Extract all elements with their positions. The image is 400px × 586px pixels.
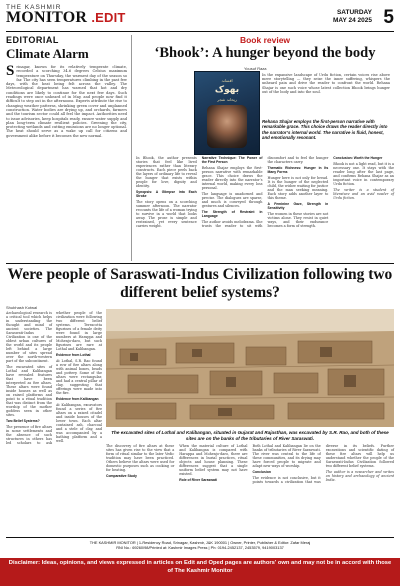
review-paragraph: The women in these stories are not victims alone. They resist in quiet ways, and their endurance becomes a form of strength. <box>267 212 330 228</box>
editorial-label: EDITORIAL <box>6 35 59 45</box>
author-portrait <box>207 105 247 148</box>
section-rule <box>6 263 394 264</box>
story-subhead: Conclusion <box>252 470 271 474</box>
review-subhead: Narrative Technique: The Power of the First Person <box>201 156 264 164</box>
brand-section: .EDIT <box>91 10 126 25</box>
review-paragraph: The story opens on a scorching summer afternoon. The narrator recounts the life of a woman trying to survive in a world that looks away. The prose is simple and restrained, yet every sentence carries weight. <box>136 200 198 228</box>
review-subhead: A Feminine Gaze, Strength in Sensitivity <box>267 202 330 210</box>
review-body <box>136 156 394 261</box>
story-paragraph: The evidence is not conclusive, but it points towards a civilization that was diverse in its beliefs. Further excavations and scientific dating of these fire altars will help us understand whether the people of the Saraswati-Indus Civilization followed two different belief systems. <box>252 444 396 484</box>
masthead <box>6 4 394 30</box>
editorial-column <box>6 35 127 261</box>
main-byline: Shubhash Kotwal <box>6 305 38 310</box>
book-cover-genre: افسانہ <box>221 78 233 83</box>
review-pull-quote: Rehana Shajar employs the first-person narrative with remarkable grace. This choice draws the reader directly into the narrator’s internal world. The narrative is fluid, honest, and emotionally resonant. <box>262 119 388 141</box>
story-author-note: The author is a researcher and writes on history and archaeology of ancient India. <box>325 470 396 482</box>
brand-name: MONITOR <box>6 9 88 26</box>
review-author-note: The writer is a student of literature and an avid reader of Urdu fiction. <box>333 188 396 200</box>
review-subhead: Conclusion: Worth the Hunger <box>333 156 383 160</box>
book-cover-image <box>194 71 260 155</box>
editorial-title: Climate Alarm <box>6 46 89 61</box>
review-subhead: Thematic Richness: Hunger in Its Many Forms <box>267 166 330 174</box>
story-subhead: Evidence from Kalibangan <box>56 397 99 401</box>
story-subhead: Two Belief Systems? <box>6 419 40 423</box>
footer-imprint <box>6 540 394 550</box>
review-paragraph: Bhook is not a light read, but it is a necessary one. It stays with the reader long after the last page, and confirms Rehana Shajar as an important voice in contemporary Urdu fiction. <box>333 162 396 186</box>
story-paragraph: Archaeological research is a critical tool which helps in understanding the thought and mind of ancient societies. The Saraswati-Indus Civilization is one of the oldest urban cultures of the world and its people left behind a large number of sites spread over the north-western part of the subcontinent. <box>6 311 54 363</box>
story-paragraph: When the material culture of Lothal and Kalibangan is compared with Harappa and Mohenjo-daro, there are differences in burial practices, ritual objects and house planning. These differences suggest that a single uniform belief system may not have existed. <box>179 444 249 476</box>
book-cover-title: بھوک <box>214 85 240 95</box>
brand-logo[interactable] <box>6 9 126 27</box>
brand-prefix: THE KASHMIR <box>6 4 62 11</box>
disclaimer-bar <box>0 558 400 586</box>
review-paragraph: The language is unadorned and precise. The dialogues are sparse, and much is conveyed through gestures and silences. <box>201 192 264 208</box>
imprint-line: THE KASHMIR MONITOR | 1-Residency Road, Srinagar, Kashmir, J&K 190001 | Owner, Printer, Publisher & Editor: Zafar Meraj <box>89 540 311 545</box>
disclaimer-text: Disclaimer: Ideas, opinions, and views expressed in articles on Edit and Oped pages are authors' own and may not be in accord with those of The Kashmir Monitor <box>8 560 392 574</box>
review-paragraph: The author avoids melodrama. She trusts the reader to sit with discomfort and to feel the hunger the characters carry. <box>201 156 330 228</box>
editorial-text: rinagar, known for its relatively temperate climate, recorded a scorching 34.6 degrees Celsius maximum temperature on Thursday, the warmest day of the season so far. The city has seen temperatures climbing in the past few days, with the heat being felt across the valley. The Meteorological department has warned that hot and dry conditions are likely to continue for the next few days. Such readings were once unheard of in May, and people now find it difficult to step out in the afternoons. Experts attribute the rise to changing weather patterns, shrinking green cover and unplanned construction. Water bodies are drying up, and orchards, farmers and the tourism sector could all feel the impact. Authorities need to issue advisories, keep hospitals ready, ensure water supply and plan long-term climate resilient policies. Greening the city, protecting wetlands and cutting emissions are no longer optional. The heat should serve as a wake up call for citizens and government alike before it becomes the new normal. <box>6 65 129 138</box>
contact-line: RNI No.: 69260/98/Printed at: Kashmir Images Press | Ph: 0194-2452137, 2453579, 9419003137 <box>116 545 284 550</box>
editorial-body <box>6 65 127 138</box>
review-subhead: Synopsis: A Glimpse into Each Stroke <box>136 190 198 198</box>
story-paragraph: The presence of fire altars in some settlements and the absence of such structures in others has led scholars to ask whether people of the civilization were following two different belief systems. Terracotta figurines of a female deity were found in large numbers at Harappa and Mohenjo-daro, but such figurines are rare at Lothal and Kalibangan. <box>6 311 104 445</box>
column-divider <box>131 35 132 261</box>
book-review-section <box>136 35 394 261</box>
story-paragraph: At Kalibangan, excavators found a series of fire altars on a raised citadel and inside houses of the lower town. Each altar contained ash, charcoal and a stele of clay, and was accompanied by a bathing platform and a well. <box>56 403 104 443</box>
story-paragraph: The discovery of fire altars at these sites has given rise to the view that a form of ritual similar to the later Vedic tradition may have been practiced. Others believe the altars were used for domestic purposes such as cooking or for heating. <box>106 444 176 472</box>
story-paragraph: At Lothal, S.R. Rao found a row of fire altars along with animal bones, beads and pottery. Some of the altars were rectangular, and had a central pillar of clay, suggesting that offerings were made into the fire. <box>56 359 104 395</box>
footer-rule <box>6 537 394 538</box>
masthead-rule <box>6 31 394 32</box>
main-story-right-columns <box>106 444 394 535</box>
photo-caption: The excavated sites of Lothal and Kalibangan, situated in Gujarat and Rajasthan, was excavated by S.R. Rao, and both of these sites are on the banks of the tributaries of River Saraswati. <box>111 430 389 441</box>
review-paragraph: Hunger here is not only for bread. It is the hunger of the neglected child, the widow waiting for justice and the man seeking meaning. Each story adds another layer to this theme. <box>267 176 330 200</box>
issue-date-value: MAY 24 2025 <box>332 17 372 24</box>
book-cover-author: ریحانہ شجر <box>217 97 237 102</box>
excavation-site-photo <box>106 309 394 427</box>
issue-day: SATURDAY <box>336 9 372 16</box>
story-subhead: Evidence from Lothal <box>56 353 91 357</box>
review-subhead: The Strength of Restraint in Language <box>201 210 264 218</box>
main-story-left-columns <box>6 311 102 535</box>
review-paragraph: Rehana Shajar employs the first-person narrative with remarkable grace. This choice draws the reader directly into the narrator’s internal world, making every loss personal. <box>201 166 264 190</box>
story-paragraph: Both Lothal and Kalibangan lie on the banks of tributaries of River Saraswati. The river was central to the life of these communities, and its drying may have forced people to migrate and adapt new ways of worship. <box>252 444 322 468</box>
story-subhead: Role of River Saraswati <box>179 478 217 482</box>
review-intro: In the expansive landscape of Urdu fiction, certain voices rise above mere storytelling — they seize the inner suffering, whispers the unheard pain and drive the reader to confront the world. Rehana Shajar is one such voice whose latest collection Bhook brings hunger out of the body and into the soul. <box>262 73 392 94</box>
review-byline: Yousuf Raza <box>244 66 267 71</box>
story-paragraph: The excavated sites of Lothal and Kalibangan have revealed features that have been interpreted as fire altars. These altars were found inside houses as well as on raised platforms and point to a ritual tradition that was distinct from the worship of the mother goddess seen in other sites. <box>6 365 54 417</box>
main-headline[interactable]: Were people of Saraswati-Indus Civilization following two different belief systems? <box>7 266 393 301</box>
issue-date <box>333 9 372 25</box>
editorial-dropcap: S <box>6 63 15 79</box>
page-number: 5 <box>383 7 394 28</box>
story-subhead: Comparative Study <box>106 474 137 478</box>
review-paragraph: In Bhook, the author presents stories that feel like lived experiences rather than literary constructs. Each piece peels back the layers of ordinary life to reveal the hunger that exists within people for love, dignity and identity. <box>136 156 198 188</box>
review-title[interactable]: ‘Bhook’: A hunger beyond the body <box>154 45 376 61</box>
review-label: Book review <box>239 35 291 45</box>
excavation-illustration <box>106 309 394 427</box>
